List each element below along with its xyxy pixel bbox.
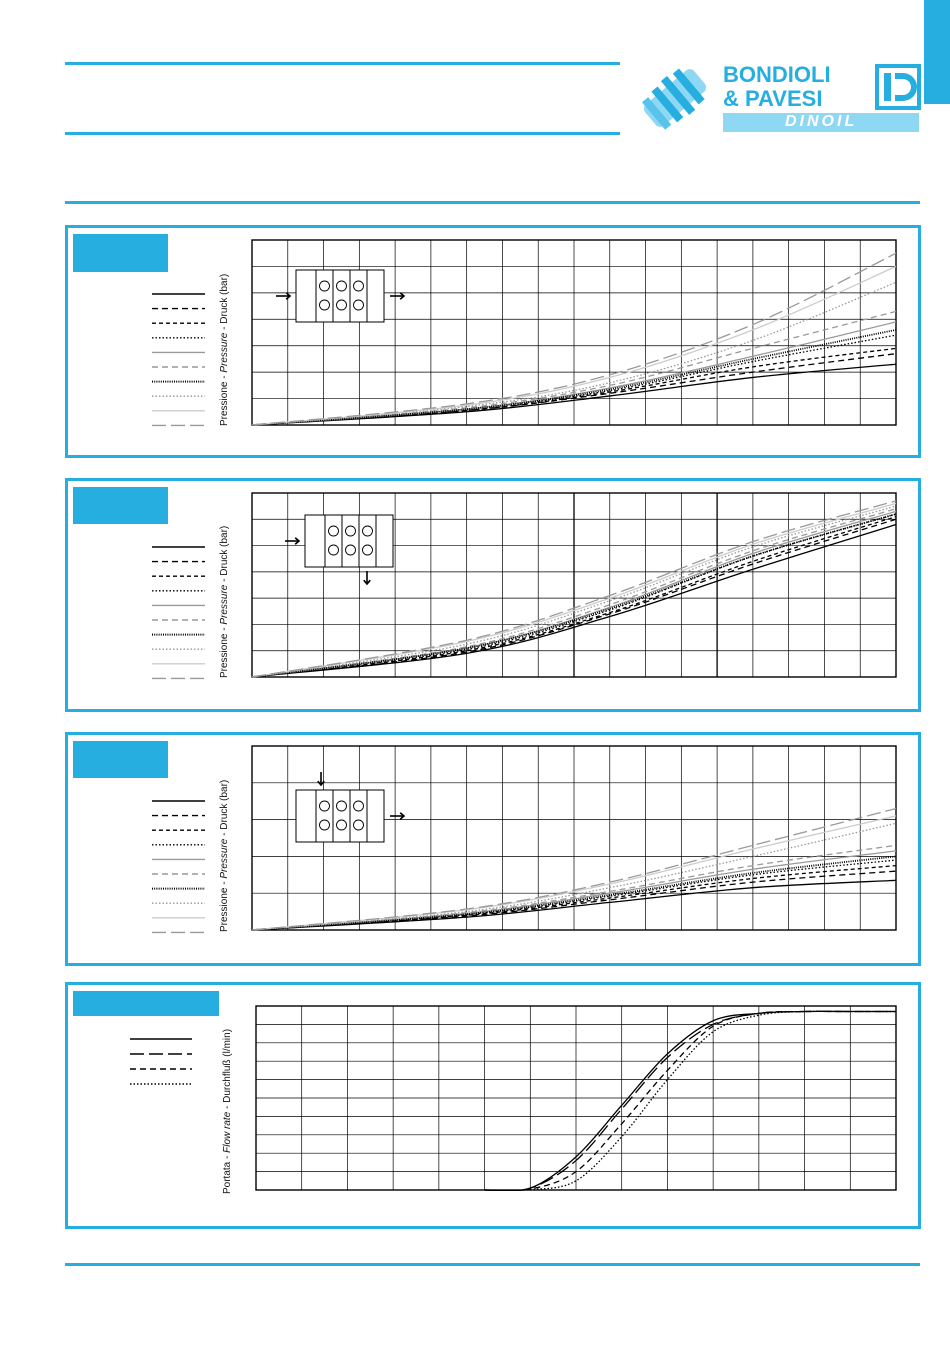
valve-port-circle — [354, 801, 364, 811]
valve-port-circle — [320, 801, 330, 811]
y-axis-label-3: Pressione - Pressure - Druck (bar) — [219, 779, 230, 932]
inlet-arrow-icon — [285, 538, 299, 544]
panel-tab-2 — [73, 487, 168, 524]
valve-port-circle — [329, 545, 339, 555]
flow-chart-4 — [255, 1005, 897, 1191]
brand-sub: DINOIL — [785, 113, 858, 130]
y-axis-label-1: Pressione - Pressure - Druck (bar) — [219, 273, 230, 426]
inlet-arrow-icon — [276, 293, 290, 299]
valve-port-circle — [363, 526, 373, 536]
valve-port-circle — [320, 300, 330, 310]
y-axis-label-4: Portata - Flow rate - Durchfluß (l/min) — [222, 1028, 233, 1194]
valve-block-body — [296, 790, 384, 842]
panel-tab-4 — [73, 991, 219, 1016]
section-side-tab — [924, 0, 950, 104]
outlet-arrow-icon — [390, 293, 404, 299]
panel-tab-1 — [73, 234, 168, 272]
valve-block-body — [305, 515, 393, 567]
valve-block-diagram — [276, 270, 404, 322]
grid — [256, 1006, 896, 1190]
valve-port-circle — [354, 281, 364, 291]
panel-tab-3 — [73, 741, 168, 778]
valve-port-circle — [337, 300, 347, 310]
valve-block-diagram — [285, 515, 393, 584]
brand-name-line1: BONDIOLI — [723, 62, 831, 87]
valve-port-circle — [363, 545, 373, 555]
valve-block-body — [296, 270, 384, 322]
outlet-arrow-icon — [390, 813, 404, 819]
valve-port-circle — [346, 545, 356, 555]
brand-logo — [635, 58, 925, 138]
legend-3 — [150, 791, 210, 941]
valve-port-circle — [337, 281, 347, 291]
valve-port-circle — [320, 820, 330, 830]
outlet-arrow-icon — [364, 571, 370, 584]
header-rule-middle — [65, 132, 620, 135]
valve-port-circle — [354, 820, 364, 830]
series-line-2 — [485, 1011, 896, 1190]
valve-port-circle — [329, 526, 339, 536]
legend-1 — [150, 284, 210, 434]
valve-port-circle — [337, 820, 347, 830]
bp-monogram-icon — [875, 64, 921, 110]
legend-4 — [128, 1029, 198, 1099]
valve-port-circle — [320, 281, 330, 291]
y-axis-label-2: Pressione - Pressure - Druck (bar) — [219, 525, 230, 678]
valve-port-circle — [337, 801, 347, 811]
bondioli-pavesi-logo-icon — [635, 58, 715, 138]
pressure-chart-3 — [251, 745, 897, 931]
brand-name-line2: & PAVESI — [723, 86, 823, 111]
pressure-chart-2 — [251, 492, 897, 678]
footer-rule — [65, 1263, 920, 1266]
valve-port-circle — [346, 526, 356, 536]
header-rule-bottom — [65, 201, 920, 204]
pressure-chart-1 — [251, 239, 897, 426]
valve-port-circle — [354, 300, 364, 310]
legend-2 — [150, 537, 210, 687]
header-rule-top — [65, 62, 620, 65]
